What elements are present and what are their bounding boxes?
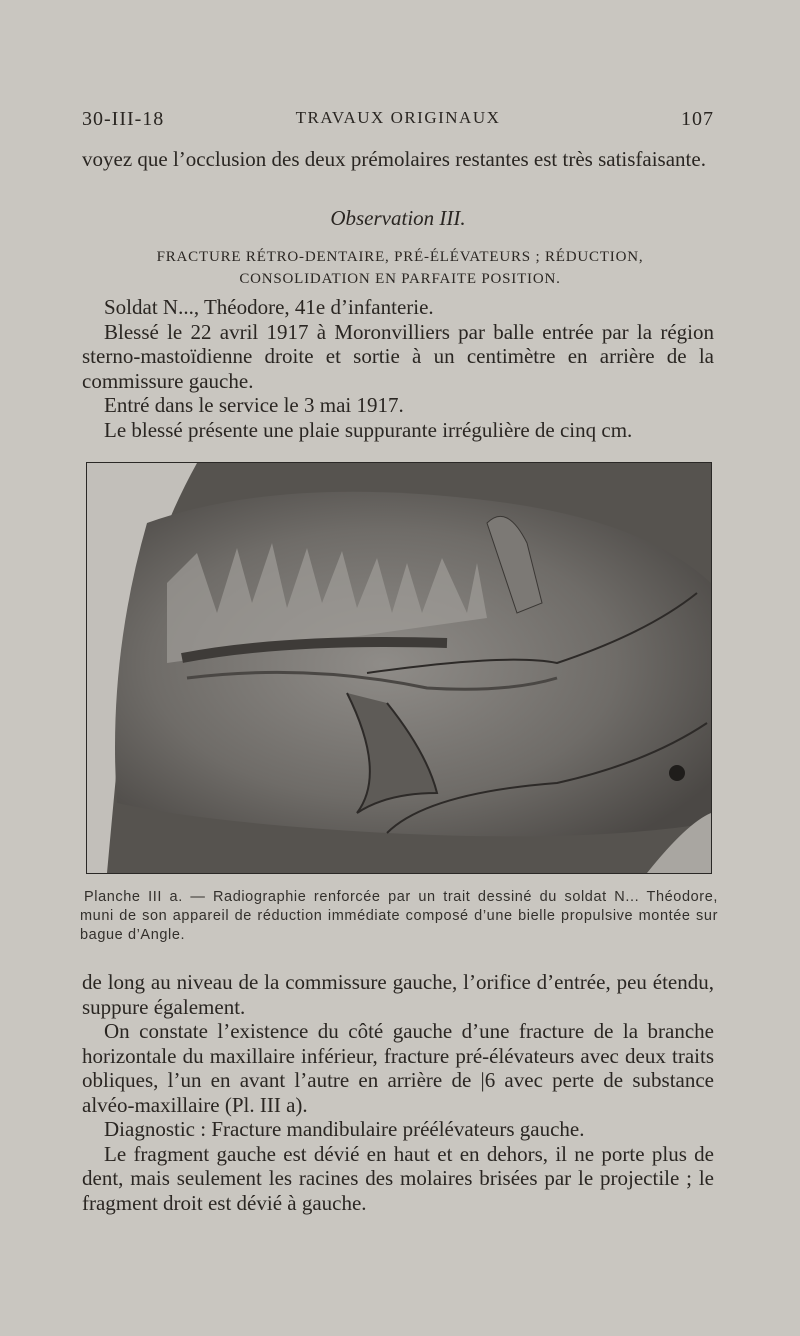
observation-subtitle-line2: CONSOLIDATION EN PARFAITE POSITION.: [239, 271, 561, 287]
case-paragraphs: [82, 295, 714, 442]
caption-text: Planche III a. — Radiographie renforcée par un trait dessiné du soldat N... Théodore, muni de son appareil de réduction immédiate composé d’une bielle propulsive montée sur bague d’Angle.: [80, 889, 718, 943]
header-title: TRAVAUX ORIGINAUX: [295, 108, 501, 127]
case-line-patient: Soldat N..., Théodore, 41e d’infanterie.: [104, 295, 434, 319]
continuation-line-fracture: On constate l’existence du côté gauche d’une fracture de la branche horizontale du maxillaire inférieur, fracture pré-élévateurs avec deux traits obliques, l’un en avant l’autre en arrière de |6 avec perte de substance alvéo-maxillaire (Pl. III a).: [82, 1019, 714, 1117]
continuation-line-diagnosis: Diagnostic : Fracture mandibulaire préélévateurs gauche.: [104, 1117, 585, 1141]
continuation-paragraphs: [82, 970, 714, 1215]
case-line-injury: Blessé le 22 avril 1917 à Moronvilliers par balle entrée par la région sterno-mastoïdienne droite et sortie à un centimètre en arrière de la commissure gauche.: [82, 319, 714, 393]
header-date: 30-III-18: [82, 108, 165, 130]
paragraph-intro: voyez que l’occlusion des deux prémolaires restantes est très satisfaisante.: [82, 147, 706, 171]
continuation-line-deviation: Le fragment gauche est dévié en haut et en dehors, il ne porte plus de dent, mais seulement les racines des molaires brisées par le projectile ; le fragment droit est dévié à gauche.: [82, 1141, 714, 1215]
radiograph-figure: [86, 462, 712, 874]
observation-title: Observation III.: [330, 206, 466, 230]
radiograph-image: [87, 463, 711, 873]
page-number: 107: [681, 108, 714, 130]
continuation-line-wound: de long au niveau de la commissure gauche, l’orifice d’entrée, peu étendu, suppure également.: [82, 970, 714, 1019]
running-header: [82, 108, 714, 138]
case-line-admission: Entré dans le service le 3 mai 1917.: [104, 393, 404, 417]
figure-caption: [80, 888, 718, 945]
observation-subtitle-line1: FRACTURE RÉTRO-DENTAIRE, PRÉ-ÉLÉVATEURS ; RÉDUCTION,: [156, 249, 644, 265]
case-line-wound: Le blessé présente une plaie suppurante irrégulière de cinq cm.: [104, 417, 633, 442]
